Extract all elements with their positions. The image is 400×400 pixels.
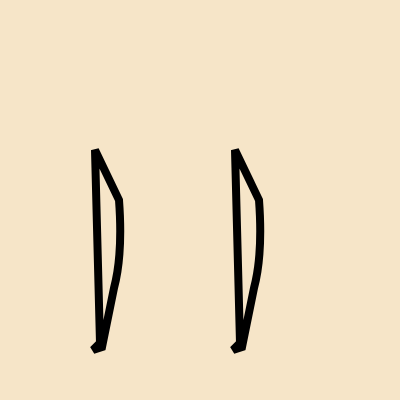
left-d-shape [93,150,120,350]
right-d-shape [233,150,260,350]
